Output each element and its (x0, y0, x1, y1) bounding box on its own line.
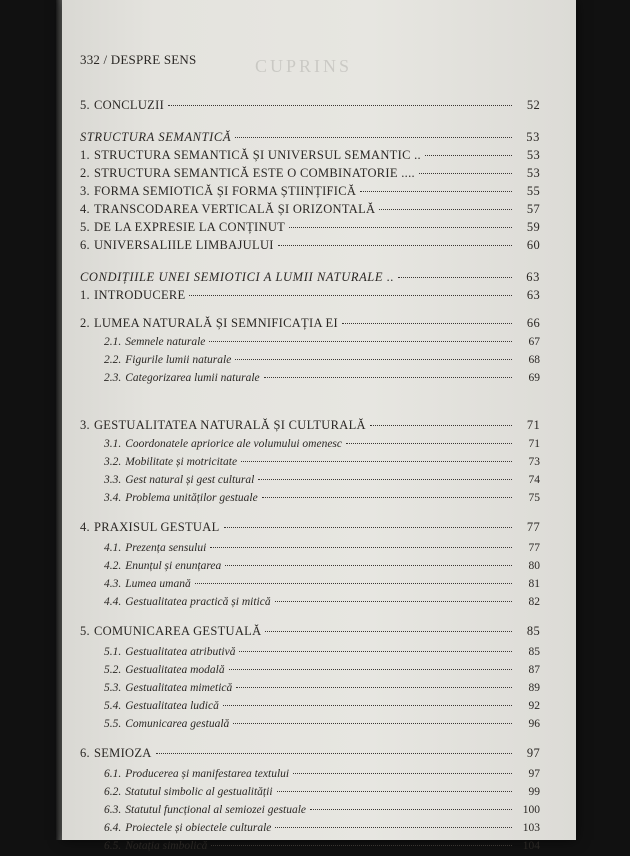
dot-leader (398, 277, 512, 278)
toc-entry (104, 560, 540, 576)
toc-entry-number: 4. (80, 520, 90, 534)
toc-entry-page: 96 (528, 718, 540, 730)
toc-entry (104, 840, 540, 856)
toc-entry-page: 71 (528, 438, 540, 450)
dot-leader (379, 209, 512, 210)
toc-entry-page: 77 (526, 520, 540, 534)
dot-leader (419, 173, 512, 174)
toc-entry (104, 700, 540, 716)
toc-entry (104, 768, 540, 784)
toc-entry-title: COMUNICAREA GESTUALĂ (93, 624, 262, 638)
toc-entry-number: 5.2. (104, 664, 122, 676)
dot-leader (346, 443, 512, 444)
toc-entry-title: Gestualitatea practică și mitică (125, 596, 271, 608)
dot-leader (189, 295, 512, 296)
toc-entry-number: 6.3. (104, 804, 122, 816)
toc-entry (80, 202, 540, 218)
toc-entry-number: 5. (80, 624, 90, 638)
dot-leader (241, 461, 512, 462)
toc-entry-title: STRUCTURA SEMANTICĂ ȘI UNIVERSUL SEMANTIC .. (93, 148, 421, 162)
toc-entry-title: Producerea și manifestarea textului (125, 768, 290, 780)
dot-leader (233, 723, 512, 724)
toc-entry-title: Semnele naturale (125, 336, 206, 348)
toc-entry-number: 4.2. (104, 560, 122, 572)
toc-entry-page: 53 (526, 130, 540, 144)
toc-entry-number: 2.1. (104, 336, 122, 348)
toc-entry-page: 60 (526, 238, 540, 252)
toc-entry-number: 5.4. (104, 700, 122, 712)
toc-entry (80, 166, 540, 182)
toc-entry-page: 53 (526, 148, 540, 162)
toc-entry-number: 4. (80, 202, 90, 216)
toc-entry-page: 87 (528, 664, 540, 676)
toc-entry-page: 77 (528, 542, 540, 554)
dot-leader (239, 651, 512, 652)
running-header: 332 / DESPRE SENS (80, 52, 197, 67)
toc-entry-page: 89 (528, 682, 540, 694)
toc-entry-title: Gestualitatea ludică (125, 700, 219, 712)
toc-entry-title: Statutul simbolic al gestualității (125, 786, 273, 798)
toc-entry-title: Mobilitate și motricitate (125, 456, 238, 468)
toc-entry-page: 52 (526, 98, 540, 112)
toc-entry-title: FORMA SEMIOTICĂ ȘI FORMA ȘTIINȚIFICĂ (93, 184, 357, 198)
toc-entry-page: 71 (526, 418, 540, 432)
toc-entry (104, 474, 540, 490)
toc-entry (104, 456, 540, 472)
toc-entry-title: Statutul funcțional al semiozei gestuale (125, 804, 307, 816)
dot-leader (278, 245, 512, 246)
dot-leader (236, 687, 512, 688)
toc-entry-number: 4.4. (104, 596, 122, 608)
toc-entry-page: 82 (528, 596, 540, 608)
toc-entry-title: LUMEA NATURALĂ ȘI SEMNIFICAȚIA EI (93, 316, 338, 330)
toc-entry (80, 624, 540, 640)
toc-entry-title: PRAXISUL GESTUAL (93, 520, 220, 534)
toc-entry (104, 804, 540, 820)
dot-leader (209, 341, 512, 342)
toc-entry-title: Notația simbolică (125, 840, 208, 852)
dot-leader (262, 497, 512, 498)
bleed-through-text: CUPRINS (255, 56, 353, 76)
toc-entry-number: 6.2. (104, 786, 122, 798)
toc-entry-number: 3. (80, 418, 90, 432)
toc-entry-page: 81 (528, 578, 540, 590)
dot-leader (235, 359, 512, 360)
toc-entry-title: Proiectele și obiectele culturale (125, 822, 272, 834)
toc-entry (104, 542, 540, 558)
toc-entry (80, 746, 540, 762)
toc-entry (80, 288, 540, 304)
toc-entry-page: 85 (526, 624, 540, 638)
toc-entry (80, 130, 540, 146)
dot-leader (195, 583, 512, 584)
dot-leader (225, 565, 512, 566)
toc-entry (104, 578, 540, 594)
toc-entry-title: Categorizarea lumii naturale (125, 372, 260, 384)
dot-leader (277, 791, 512, 792)
toc-entry-page: 73 (528, 456, 540, 468)
toc-entry-number: 6. (80, 746, 90, 760)
dot-leader (210, 547, 512, 548)
toc-entry-number: 6.5. (104, 840, 122, 852)
toc-entry-title: CONCLUZII (93, 98, 165, 112)
toc-entry (104, 492, 540, 508)
toc-entry-title: TRANSCODAREA VERTICALĂ ȘI ORIZONTALĂ (93, 202, 376, 216)
toc-entry-title: STRUCTURA SEMANTICĂ ESTE O COMBINATORIE .... (93, 166, 415, 180)
toc-entry-title: Gestualitatea mimetică (125, 682, 233, 694)
toc-entry-page: 104 (522, 840, 540, 852)
toc-entry-number: 1. (80, 148, 90, 162)
dot-leader (211, 845, 512, 846)
toc-entry-number: 3.2. (104, 456, 122, 468)
toc-entry-number: 6.4. (104, 822, 122, 834)
dot-leader (223, 705, 512, 706)
toc-entry-number: 2. (80, 166, 90, 180)
toc-entry-title: SEMIOZA (93, 746, 152, 760)
toc-entry-title: Problema unităților gestuale (125, 492, 258, 504)
toc-entry-number: 3. (80, 184, 90, 198)
toc-entry-number: 5.3. (104, 682, 122, 694)
dot-leader (258, 479, 512, 480)
dot-leader (168, 105, 512, 106)
toc-entry-number: 2. (80, 316, 90, 330)
toc-entry-title: Gestualitatea modală (125, 664, 225, 676)
toc-entry (80, 98, 540, 114)
toc-entry-title: Prezența sensului (125, 542, 207, 554)
dot-leader (156, 753, 512, 754)
toc-entry (104, 786, 540, 802)
toc-entry (104, 372, 540, 388)
toc-entry-page: 100 (522, 804, 540, 816)
toc-entry-number: 5. (80, 220, 90, 234)
toc-entry-page: 74 (528, 474, 540, 486)
dot-leader (289, 227, 512, 228)
toc-entry-title: Gestualitatea atributivă (125, 646, 236, 658)
toc-entry-page: 63 (526, 288, 540, 302)
dot-leader (360, 191, 512, 192)
toc-entry-number: 2.2. (104, 354, 122, 366)
toc-entry (104, 354, 540, 370)
toc-entry-page: 55 (526, 184, 540, 198)
toc-entry-title: Gest natural și gest cultural (125, 474, 255, 486)
toc-entry (104, 438, 540, 454)
toc-entry-title: Lumea umană (125, 578, 191, 590)
dot-leader (224, 527, 512, 528)
toc-entry-number: 5.5. (104, 718, 122, 730)
toc-entry-number: 3.1. (104, 438, 122, 450)
toc-entry-page: 103 (522, 822, 540, 834)
dot-leader (265, 631, 512, 632)
toc-entry-title: CONDIȚIILE UNEI SEMIOTICI A LUMII NATURALE .. (80, 270, 395, 284)
dot-leader (229, 669, 512, 670)
toc-entry (104, 596, 540, 612)
toc-entry (80, 148, 540, 164)
toc-entry-number: 5. (80, 98, 90, 112)
toc-entry-page: 57 (526, 202, 540, 216)
toc-entry-page: 97 (526, 746, 540, 760)
toc-entry (104, 646, 540, 662)
toc-entry-page: 75 (528, 492, 540, 504)
toc-entry-page: 99 (528, 786, 540, 798)
toc-entry-number: 5.1. (104, 646, 122, 658)
toc-entry-number: 3.4. (104, 492, 122, 504)
toc-entry (104, 336, 540, 352)
toc-entry-page: 92 (528, 700, 540, 712)
toc-entry (80, 418, 540, 434)
toc-entry-page: 69 (528, 372, 540, 384)
dot-leader (342, 323, 512, 324)
toc-entry (80, 520, 540, 536)
toc-entry-number: 6.1. (104, 768, 122, 780)
toc-entry-number: 4.1. (104, 542, 122, 554)
toc-entry (80, 220, 540, 236)
toc-entry (104, 682, 540, 698)
toc-entry (104, 718, 540, 734)
toc-entry-number: 6. (80, 238, 90, 252)
toc-entry-page: 97 (528, 768, 540, 780)
toc-entry-title: GESTUALITATEA NATURALĂ ȘI CULTURALĂ (93, 418, 366, 432)
toc-entry-number: 2.3. (104, 372, 122, 384)
toc-entry (80, 316, 540, 332)
toc-entry-title: Coordonatele apriorice ale volumului omenesc (125, 438, 343, 450)
dot-leader (293, 773, 512, 774)
toc-entry-title: Comunicarea gestuală (125, 718, 230, 730)
dot-leader (310, 809, 512, 810)
toc-entry (80, 238, 540, 254)
dot-leader (275, 601, 512, 602)
dot-leader (235, 137, 512, 138)
toc-entry-page: 59 (526, 220, 540, 234)
toc-entry-page: 68 (528, 354, 540, 366)
dot-leader (370, 425, 512, 426)
toc-entry-title: UNIVERSALIILE LIMBAJULUI (93, 238, 274, 252)
toc-entry-title: STRUCTURA SEMANTICĂ (80, 130, 232, 144)
dot-leader (264, 377, 512, 378)
toc-entry-page: 66 (526, 316, 540, 330)
toc-entry (104, 664, 540, 680)
toc-entry-page: 85 (528, 646, 540, 658)
toc-entry-number: 4.3. (104, 578, 122, 590)
toc-entry-number: 3.3. (104, 474, 122, 486)
toc-entry-page: 80 (528, 560, 540, 572)
toc-entry-title: DE LA EXPRESIE LA CONȚINUT (93, 220, 286, 234)
toc-entry-title: Enunțul și enunțarea (125, 560, 222, 572)
toc-entry (104, 822, 540, 838)
dot-leader (425, 155, 512, 156)
toc-entry-page: 67 (528, 336, 540, 348)
toc-entry-page: 53 (526, 166, 540, 180)
dot-leader (275, 827, 512, 828)
toc-entry-title: INTRODUCERE (93, 288, 186, 302)
toc-entry-number: 1. (80, 288, 90, 302)
toc-entry-title: Figurile lumii naturale (125, 354, 232, 366)
toc-entry (80, 184, 540, 200)
toc-entry-page: 63 (526, 270, 540, 284)
toc-entry (80, 270, 540, 286)
